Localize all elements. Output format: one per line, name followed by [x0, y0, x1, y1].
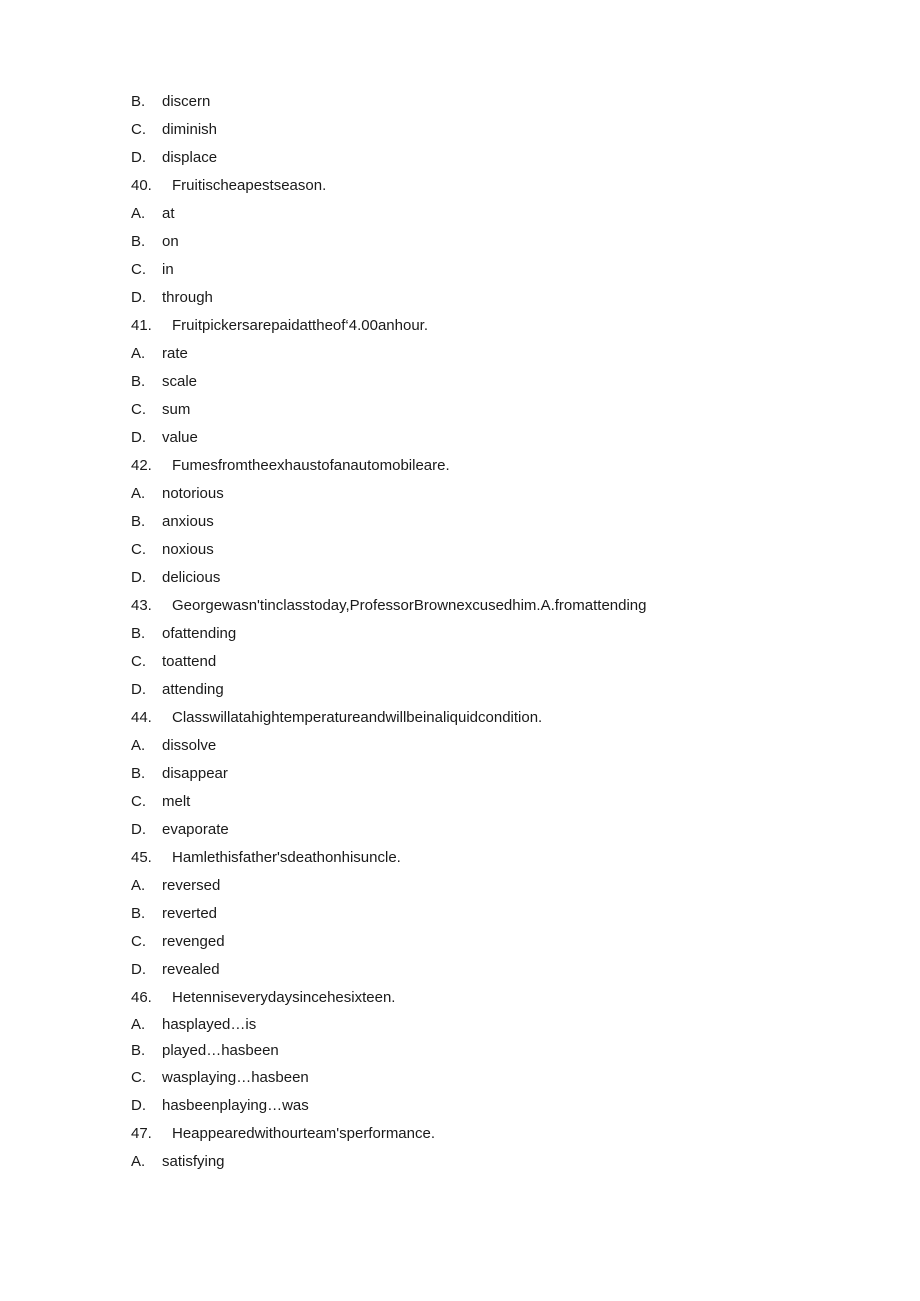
question-number: 41. [131, 317, 152, 334]
question-line [131, 172, 831, 200]
option-text: dissolve [162, 737, 217, 754]
option-line [131, 1012, 831, 1038]
option-line [131, 956, 831, 984]
option-text: at [162, 205, 175, 222]
question-number: 40. [131, 177, 152, 194]
option-text: revealed [162, 961, 220, 978]
question-line [131, 452, 831, 480]
question-line [131, 592, 831, 620]
option-line [131, 816, 831, 844]
option-letter: C. [131, 401, 146, 418]
option-text: delicious [162, 569, 221, 586]
option-line [131, 1092, 831, 1120]
option-letter: B. [131, 513, 146, 530]
option-text: in [162, 261, 174, 278]
option-line [131, 508, 831, 536]
option-line [131, 1064, 831, 1092]
option-line [131, 648, 831, 676]
option-letter: A. [131, 877, 146, 894]
option-text: wasplaying…hasbeen [162, 1069, 309, 1086]
option-text: melt [162, 793, 191, 810]
question-text: Hamlethisfather'sdeathonhisuncle. [172, 849, 401, 866]
option-line [131, 788, 831, 816]
option-line [131, 900, 831, 928]
option-text: on [162, 233, 179, 250]
option-letter: D. [131, 821, 146, 838]
question-number: 45. [131, 849, 152, 866]
option-text: revenged [162, 933, 225, 950]
option-text: reversed [162, 877, 221, 894]
option-letter: B. [131, 1042, 146, 1059]
option-letter: D. [131, 681, 146, 698]
option-text: anxious [162, 513, 214, 530]
option-line [131, 256, 831, 284]
option-letter: B. [131, 233, 146, 250]
option-letter: C. [131, 793, 146, 810]
question-number: 46. [131, 989, 152, 1006]
option-text: disappear [162, 765, 228, 782]
option-text: attending [162, 681, 224, 698]
option-letter: B. [131, 373, 146, 390]
option-line [131, 480, 831, 508]
question-line [131, 1120, 831, 1148]
option-letter: C. [131, 121, 146, 138]
option-letter: D. [131, 1097, 146, 1114]
question-number: 43. [131, 597, 152, 614]
question-line [131, 704, 831, 732]
option-text: satisfying [162, 1153, 225, 1170]
option-letter: A. [131, 485, 146, 502]
option-text: value [162, 429, 198, 446]
option-letter: A. [131, 205, 146, 222]
option-text: evaporate [162, 821, 229, 838]
option-letter: D. [131, 569, 146, 586]
option-line [131, 284, 831, 312]
option-line [131, 340, 831, 368]
option-letter: C. [131, 933, 146, 950]
option-line [131, 732, 831, 760]
option-text: rate [162, 345, 188, 362]
option-letter: C. [131, 1069, 146, 1086]
option-text: through [162, 289, 213, 306]
option-line [131, 564, 831, 592]
option-letter: B. [131, 625, 146, 642]
option-letter: A. [131, 737, 146, 754]
option-line [131, 200, 831, 228]
option-letter: B. [131, 905, 146, 922]
option-line [131, 536, 831, 564]
question-text: Fruitischeapestseason. [172, 177, 327, 194]
option-letter: B. [131, 765, 146, 782]
option-text: scale [162, 373, 198, 390]
option-text: noxious [162, 541, 214, 558]
option-line [131, 424, 831, 452]
option-text: ofattending [162, 625, 237, 642]
option-text: toattend [162, 653, 217, 670]
question-number: 47. [131, 1125, 152, 1142]
option-line [131, 144, 831, 172]
option-line [131, 760, 831, 788]
option-line [131, 368, 831, 396]
option-line [131, 1148, 831, 1176]
option-line [131, 872, 831, 900]
option-letter: D. [131, 429, 146, 446]
option-text: hasplayed…is [162, 1016, 257, 1033]
option-letter: C. [131, 541, 146, 558]
option-text: discern [162, 93, 211, 110]
question-text: Georgewasn'tinclasstoday,ProfessorBrownexcusedhim.A.fromattending [172, 597, 647, 614]
option-letter: A. [131, 1016, 146, 1033]
option-letter: B. [131, 93, 146, 110]
option-text: displace [162, 149, 218, 166]
option-letter: C. [131, 653, 146, 670]
option-text: sum [162, 401, 191, 418]
option-letter: A. [131, 1153, 146, 1170]
question-number: 44. [131, 709, 152, 726]
question-line [131, 984, 831, 1012]
option-line [131, 396, 831, 424]
option-line [131, 620, 831, 648]
option-text: diminish [162, 121, 218, 138]
option-letter: D. [131, 961, 146, 978]
option-line [131, 116, 831, 144]
option-letter: D. [131, 149, 146, 166]
option-text: reverted [162, 905, 218, 922]
option-letter: D. [131, 289, 146, 306]
question-text: Classwillatahightemperatureandwillbeinaliquidcondition. [172, 709, 543, 726]
question-text: Fumesfromtheexhaustofanautomobileare. [172, 457, 450, 474]
option-line [131, 928, 831, 956]
option-line [131, 676, 831, 704]
question-text: Heappearedwithourteam'sperformance. [172, 1125, 436, 1142]
question-text: Fruitpickersarepaidattheof‘4.00anhour. [172, 317, 428, 334]
option-text: played…hasbeen [162, 1042, 279, 1059]
option-letter: A. [131, 345, 146, 362]
option-letter: C. [131, 261, 146, 278]
option-text: hasbeenplaying…was [162, 1097, 309, 1114]
option-line [131, 88, 831, 116]
question-list [131, 88, 831, 1176]
question-line [131, 844, 831, 872]
question-text: Hetenniseverydaysincehesixteen. [172, 989, 396, 1006]
question-number: 42. [131, 457, 152, 474]
option-text: notorious [162, 485, 224, 502]
option-line [131, 1038, 831, 1064]
option-line [131, 228, 831, 256]
question-line [131, 312, 831, 340]
